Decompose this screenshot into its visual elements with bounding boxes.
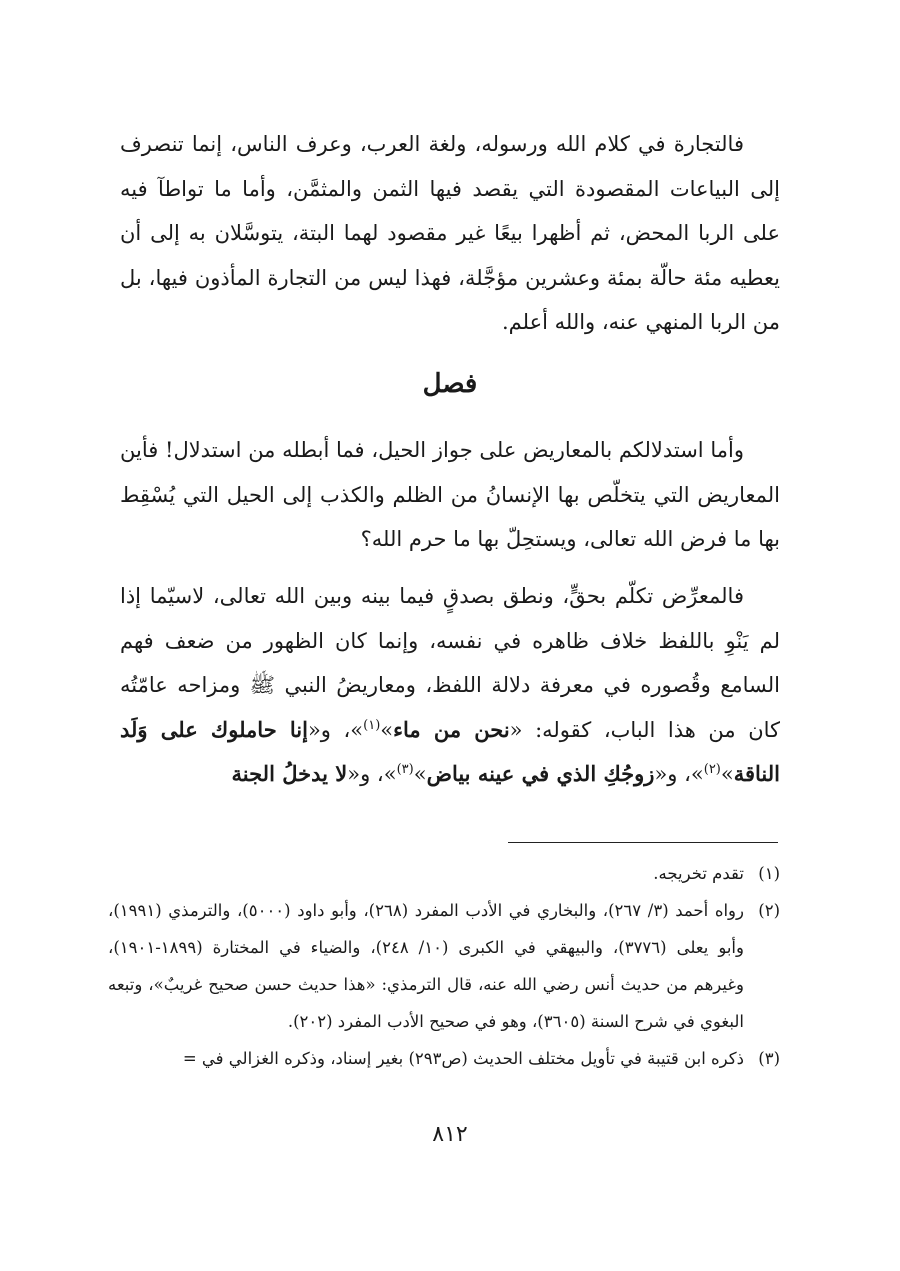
footnote-ref-2: (٢) bbox=[703, 762, 721, 777]
quote-separator-2: »، و« bbox=[654, 762, 704, 786]
footnote-3 bbox=[108, 1040, 780, 1077]
footnote-1 bbox=[108, 855, 780, 892]
footnote-number: (٣) bbox=[758, 1049, 780, 1068]
footnote-text: ذكره ابن قتيبة في تأويل مختلف الحديث (ص٢٩٣) بغير إسناد، وذكره الغزالي في = bbox=[182, 1049, 744, 1068]
hadith-quote-4: لا يدخلُ الجنة bbox=[231, 761, 348, 786]
footnote-ref-3: (٣) bbox=[396, 762, 414, 777]
quote-separator-3: »، و« bbox=[347, 762, 397, 786]
paragraph-2-text: وأما استدلالكم بالمعاريض على جواز الحيل، فما أبطله من استدلال! فأين المعاريض التي يتخلّص بها الإنسانُ من الظلم والكذب إلى الحيل التي يُسْقِط بها ما فرض الله تعالى، ويستحِلّ بها ما حرم الله؟ bbox=[120, 438, 780, 551]
page-number: ٨١٢ bbox=[432, 1122, 468, 1147]
footnote-number: (٢) bbox=[758, 901, 780, 920]
quote-close-1: » bbox=[380, 717, 394, 742]
section-heading: فصل bbox=[422, 369, 478, 399]
footnote-number: (١) bbox=[758, 864, 780, 883]
paragraph-3-intro: فالمعرِّض تكلّم بحقٍّ، ونطق بصدقٍ فيما بينه وبين الله تعالى، لاسيّما إذا لم يَنْوِ باللفظ خلاف ظاهره في نفسه، وإنما كان الظهور من ضعف فهم السامع وقُصوره في معرفة دلالة اللفظ، ومعاريضُ النبي ﷺ ومزاحه عامّتُه كان من هذا الباب، كقوله: « bbox=[120, 584, 781, 742]
paragraph-2 bbox=[120, 428, 780, 562]
hadith-quote-1: نحن من ماء bbox=[393, 716, 510, 742]
footnotes bbox=[108, 855, 780, 1077]
footnote-text: تقدم تخريجه. bbox=[653, 864, 744, 883]
paragraph-1 bbox=[120, 122, 780, 345]
paragraph-1-text: فالتجارة في كلام الله ورسوله، ولغة العرب، وعرف الناس، إنما تنصرف إلى البياعات المقصودة التي يقصد فيها الثمن والمثمَّن، وأما ما تواطآ فيه على الربا المحض، ثم أظهرا بيعًا غير مقصود لهما البتة، يتوسَّلان به إلى أن يعطيه مئة حالّة بمئة وعشرين مؤجَّلة، فهذا ليس من التجارة المأذون فيها، بل من الربا المنهي عنه، والله أعلم. bbox=[120, 132, 780, 334]
quote-separator-1: »، و« bbox=[307, 717, 364, 742]
paragraph-3-text bbox=[120, 574, 780, 797]
footnote-ref-1: (١) bbox=[363, 717, 381, 733]
hadith-quote-2: إنا حاملوك على وَلَد الناقة bbox=[120, 716, 780, 786]
quote-close-2: » bbox=[720, 762, 734, 786]
hadith-quote-3: زوجُكِ الذي في عينه بياض bbox=[426, 761, 655, 786]
footnote-2 bbox=[108, 892, 780, 1040]
quote-close-3: » bbox=[413, 762, 427, 786]
footnote-text: رواه أحمد (٣/ ٢٦٧)، والبخاري في الأدب المفرد (٢٦٨)، وأبو داود (٥٠٠٠)، والترمذي (١٩٩١)، وأبو يعلى (٣٧٧٦)، والبيهقي في الكبرى (١٠/ ٢٤٨)، والضياء في المختارة (١٨٩٩-١٩٠١)، وغيرهم من حديث أنس رضي الله عنه، قال الترمذي: «هذا حديث حسن صحيح غريبٌ»، وتبعه البغوي في شرح السنة (٣٦٠٥)، وهو في صحيح الأدب المفرد (٢٠٢). bbox=[108, 901, 744, 1031]
footnote-divider bbox=[508, 842, 778, 843]
paragraph-3 bbox=[120, 574, 780, 797]
